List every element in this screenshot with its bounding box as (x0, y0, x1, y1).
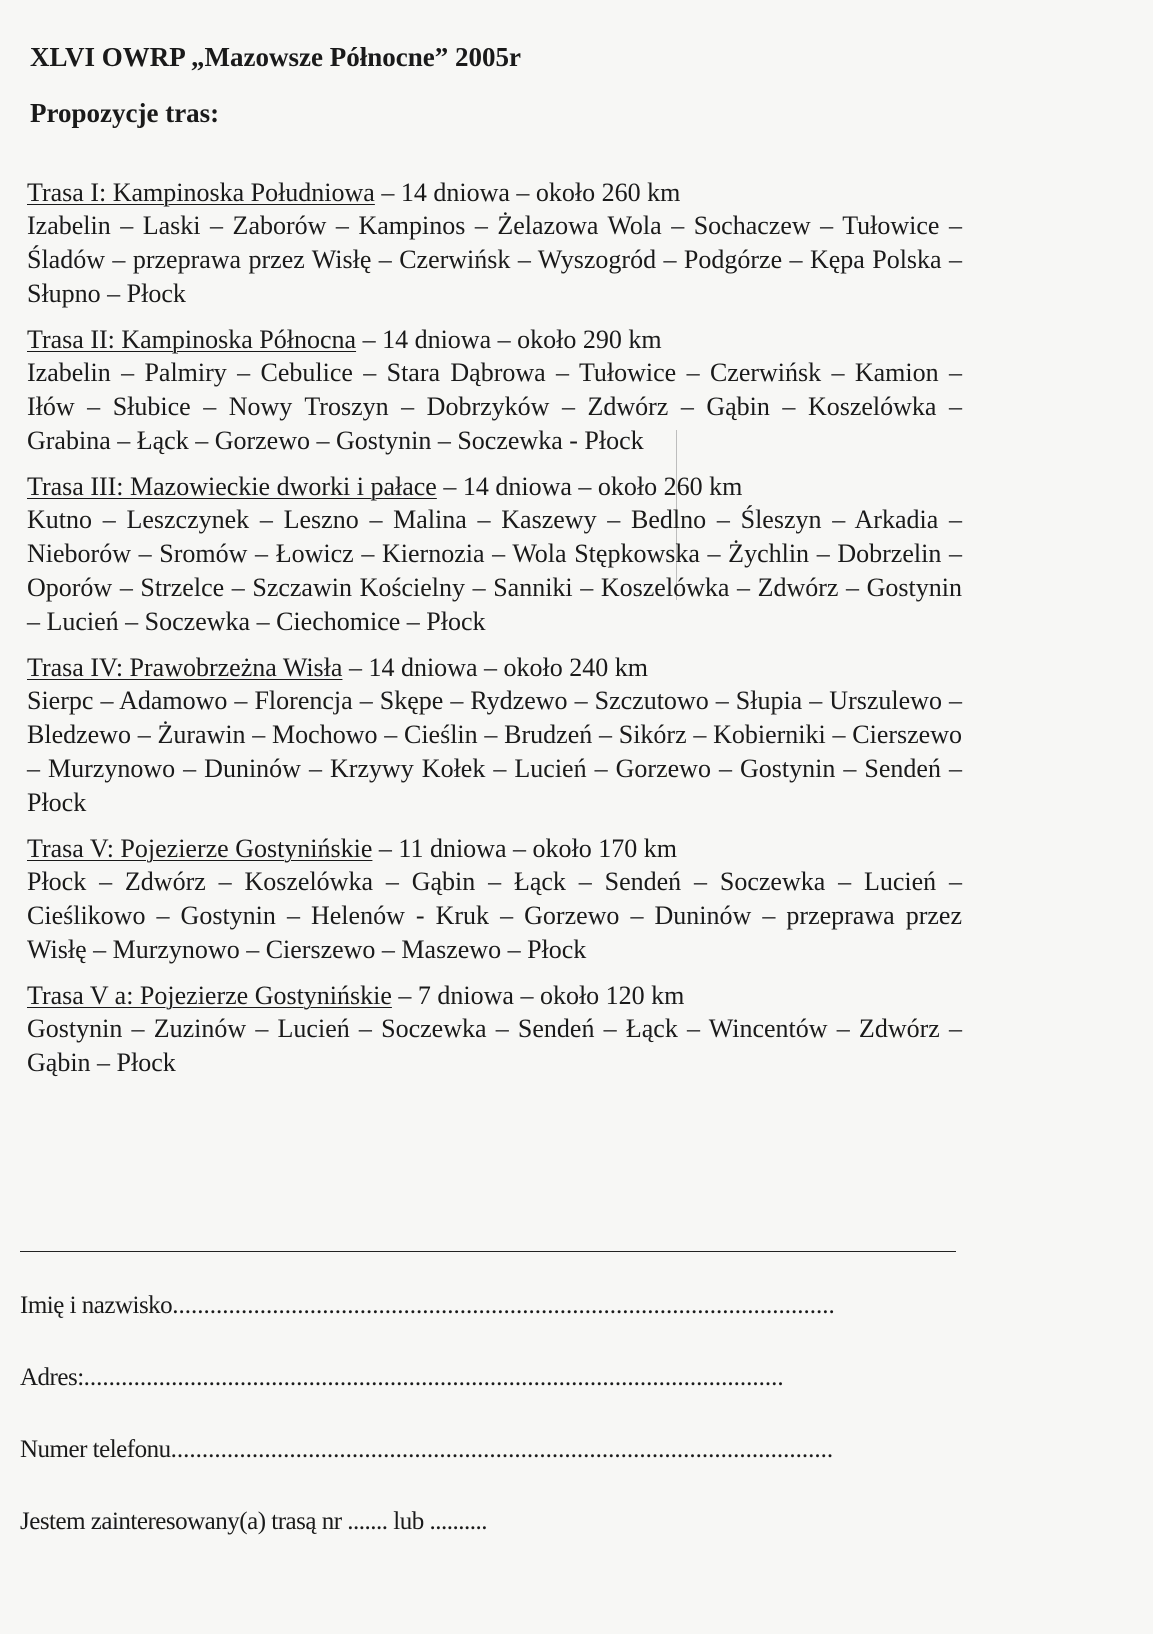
route-heading (27, 470, 962, 503)
route-info: – 14 dniowa – około 240 km (342, 653, 648, 682)
route-path: Płock – Zdwórz – Koszelówka – Gąbin – Łąck – Sendeń – Soczewka – Lucień – Cieślikowo – Gostynin – Helenów - Kruk – Gorzewo – Duninów – przeprawa przez Wisłę – Murzynowo – Cierszewo – Maszewo – Płock (27, 867, 962, 964)
route-heading (27, 176, 962, 209)
route-heading (27, 323, 962, 356)
route-name: Trasa III: Mazowieckie dworki i pałace (27, 472, 437, 501)
route-list (27, 176, 962, 1092)
route-name: Trasa V a: Pojezierze Gostynińskie (27, 981, 392, 1010)
route-2 (27, 323, 962, 458)
document-title: XLVI OWRP „Mazowsze Północne” 2005r (30, 42, 521, 72)
address-fill-dots: ................................................................................................................ (83, 1364, 784, 1391)
signup-form (20, 1288, 960, 1576)
route-heading (27, 979, 962, 1012)
route-heading (27, 832, 962, 865)
route-info: – 11 dniowa – około 170 km (372, 834, 677, 863)
route-info: – 14 dniowa – około 290 km (356, 325, 662, 354)
route-interest-field[interactable] (20, 1504, 960, 1540)
route-path: Izabelin – Palmiry – Cebulice – Stara Dąbrowa – Tułowice – Czerwińsk – Kamion – Iłów – Słubice – Nowy Troszyn – Dobrzyków – Zdwórz – Gąbin – Koszelówka – Grabina – Łąck – Gorzewo – Gostynin – Soczewka - Płock (27, 358, 962, 455)
route-heading (27, 651, 962, 684)
route-5 (27, 832, 962, 967)
phone-fill-dots: .......................................................................................................... (170, 1436, 834, 1463)
route-4 (27, 651, 962, 820)
route-3 (27, 470, 962, 639)
name-field[interactable] (20, 1288, 960, 1324)
document-subtitle: Propozycje tras: (30, 98, 220, 128)
section-divider (20, 1251, 956, 1252)
route-info: – 14 dniowa – około 260 km (436, 472, 743, 501)
route-interest-text: Jestem zainteresowany(a) trasą nr ....... lub .......... (20, 1508, 487, 1535)
route-info: – 14 dniowa – około 260 km (374, 178, 681, 207)
route-path: Sierpc – Adamowo – Florencja – Skępe – Rydzewo – Szczutowo – Słupia – Urszulewo – Bledzewo – Żurawin – Mochowo – Cieślin – Brudzeń – Sikórz – Kobierniki – Cierszewo – Murzynowo – Duninów – Krzywy Kołek – Lucień – Gorzewo – Gostynin – Sendeń – Płock (27, 686, 962, 817)
route-1 (27, 176, 962, 311)
phone-label: Numer telefonu (20, 1436, 171, 1463)
route-name: Trasa I: Kampinoska Południowa (27, 178, 375, 207)
route-path: Gostynin – Zuzinów – Lucień – Soczewka – Sendeń – Łąck – Wincentów – Zdwórz – Gąbin – Płock (27, 1014, 962, 1077)
phone-field[interactable] (20, 1432, 960, 1468)
address-label: Adres: (20, 1364, 84, 1391)
route-info: – 7 dniowa – około 120 km (391, 981, 685, 1010)
route-path: Kutno – Leszczynek – Leszno – Malina – Kaszewy – Bedlno – Śleszyn – Arkadia – Nieborów – Sromów – Łowicz – Kiernozia – Wola Stępkowska – Żychlin – Dobrzelin – Oporów – Strzelce – Szczawin Kościelny – Sanniki – Koszelówka – Zdwórz – Gostynin – Lucień – Soczewka – Ciechomice – Płock (27, 505, 962, 636)
route-5a (27, 979, 962, 1080)
name-fill-dots: .......................................................................................................... (172, 1292, 835, 1319)
name-label: Imię i nazwisko (20, 1292, 173, 1319)
route-name: Trasa IV: Prawobrzeżna Wisła (27, 653, 343, 682)
route-name: Trasa II: Kampinoska Północna (27, 325, 357, 354)
route-name: Trasa V: Pojezierze Gostynińskie (27, 834, 373, 863)
route-path: Izabelin – Laski – Zaborów – Kampinos – Żelazowa Wola – Sochaczew – Tułowice – Śladów – przeprawa przez Wisłę – Czerwińsk – Wyszogród – Podgórze – Kępa Polska – Słupno – Płock (27, 211, 962, 308)
address-field[interactable] (20, 1360, 960, 1396)
